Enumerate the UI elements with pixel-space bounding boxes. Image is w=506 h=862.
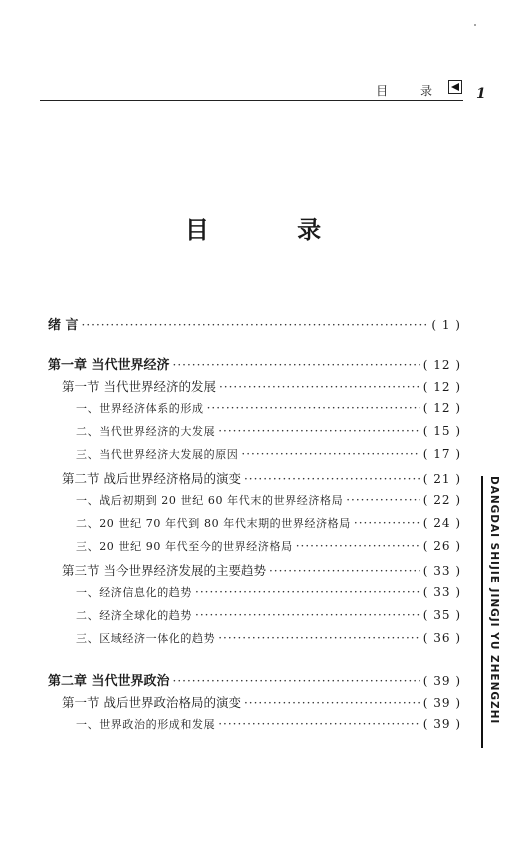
page-title: 目 录: [184, 215, 362, 244]
toc-subsection: [48, 538, 461, 561]
toc-entry-title: 三、当代世界经济大发展的原因: [76, 448, 239, 461]
toc-page-number: ( 24 ): [422, 516, 461, 530]
toc-leader-dots: [173, 358, 420, 372]
toc-page-number: ( 35 ): [422, 608, 461, 622]
toc-page-number: ( 12 ): [422, 358, 461, 372]
toc-entry-title: 第一章 当代世界经济: [48, 358, 170, 373]
toc-entry-title: 第三节 当今世界经济发展的主要趋势: [62, 563, 266, 578]
toc-leader-dots: [195, 585, 420, 599]
header-rule: [40, 100, 463, 101]
toc-gap: [48, 337, 461, 354]
toc-leader-dots: [241, 447, 419, 461]
toc-leader-dots: [219, 380, 420, 394]
toc-page-number: ( 26 ): [422, 539, 461, 553]
toc-page-number: ( 22 ): [422, 493, 461, 507]
toc-gap: [48, 653, 461, 670]
toc-entry-title: 二、经济全球化的趋势: [76, 609, 192, 622]
toc-subsection: [48, 515, 461, 538]
toc-entry-title: 三、20 世纪 90 年代至今的世界经济格局: [76, 540, 293, 553]
toc-entry-title: 第二章 当代世界政治: [48, 674, 170, 689]
toc-leader-dots: [354, 516, 420, 530]
toc-subsection: [48, 492, 461, 515]
toc-page-number: ( 33 ): [422, 585, 461, 599]
toc-subsection: [48, 446, 461, 469]
toc-page-number: ( 36 ): [422, 631, 461, 645]
toc-entry-title: 一、世界经济体系的形成: [76, 402, 204, 415]
toc-leader-dots: [173, 674, 420, 688]
table-of-contents: [48, 314, 461, 739]
toc-entry-title: 一、世界政治的形成和发展: [76, 718, 216, 731]
toc-entry-title: 一、战后初期到 20 世纪 60 年代末的世界经济格局: [76, 494, 344, 507]
left-arrow-icon: [448, 80, 462, 94]
spine-text: DANGDAI SHIJIE JINGJI YU ZHENGZHI: [488, 476, 500, 725]
toc-section: [48, 693, 461, 716]
toc-chapter: [48, 670, 461, 693]
header-label: 目 录: [376, 84, 446, 98]
toc-leader-dots: [296, 539, 420, 553]
toc-page-number: ( 12 ): [422, 380, 461, 394]
toc-leader-dots: [218, 717, 420, 731]
toc-leader-dots: [269, 564, 420, 578]
toc-leader-dots: [218, 424, 420, 438]
toc-subsection: [48, 630, 461, 653]
toc-page-number: ( 39 ): [422, 696, 461, 710]
toc-entry-title: 第一节 当代世界经济的发展: [62, 379, 216, 394]
toc-subsection: [48, 423, 461, 446]
toc-section: [48, 561, 461, 584]
toc-page-number: ( 15 ): [422, 424, 461, 438]
toc-section: [48, 469, 461, 492]
toc-leader-dots: [207, 401, 420, 415]
toc-page-number: ( 21 ): [422, 472, 461, 486]
toc-leader-dots: [244, 696, 420, 710]
toc-page-number: ( 33 ): [422, 564, 461, 578]
toc-leader-dots: [244, 472, 420, 486]
toc-entry-title: 第二节 战后世界经济格局的演变: [62, 471, 241, 486]
toc-entry-title: 二、当代世界经济的大发展: [76, 425, 216, 438]
toc-subsection: [48, 716, 461, 739]
toc-page-number: ( 17 ): [422, 447, 461, 461]
toc-entry-title: 绪 言: [48, 318, 79, 333]
toc-subsection: [48, 400, 461, 423]
toc-leader-dots: [346, 493, 420, 507]
toc-leader-dots: [82, 318, 429, 332]
toc-chapter: [48, 314, 461, 337]
toc-page-number: ( 1 ): [431, 318, 461, 332]
page-number: 1: [476, 86, 486, 102]
toc-subsection: [48, 607, 461, 630]
toc-entry-title: 二、20 世纪 70 年代到 80 年代末期的世界经济格局: [76, 517, 351, 530]
toc-chapter: [48, 354, 461, 377]
toc-leader-dots: [195, 608, 420, 622]
toc-section: [48, 377, 461, 400]
toc-entry-title: 第一节 战后世界政治格局的演变: [62, 695, 241, 710]
toc-subsection: [48, 584, 461, 607]
toc-page-number: ( 39 ): [422, 717, 461, 731]
scan-speck: [474, 24, 476, 26]
toc-entry-title: 一、经济信息化的趋势: [76, 586, 192, 599]
toc-entry-title: 三、区域经济一体化的趋势: [76, 632, 216, 645]
toc-leader-dots: [218, 631, 420, 645]
toc-page-number: ( 39 ): [422, 674, 461, 688]
toc-page-number: ( 12 ): [422, 401, 461, 415]
